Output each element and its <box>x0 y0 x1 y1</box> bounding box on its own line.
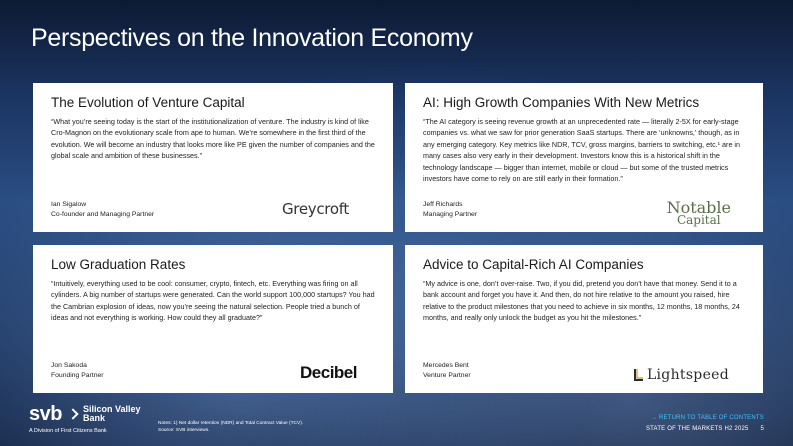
brand-subtitle: A Division of First Citizens Bank <box>29 428 107 434</box>
footnote-source: Source: SVB interviews. <box>158 428 210 433</box>
report-name: STATE OF THE MARKETS H2 2025 <box>645 426 749 432</box>
greycroft-logo: Greycroft <box>281 200 349 218</box>
quote-card-capital-rich-advice <box>405 245 763 393</box>
footnote-notes: Notes: 1) Net dollar retention (NDR) and Total Contract Value (TCV). <box>158 421 304 426</box>
person-role: Founding Partner <box>51 372 104 379</box>
person-name: Mercedes Bent <box>423 362 469 369</box>
decibel-logo <box>300 363 357 383</box>
svb-logo <box>29 404 141 434</box>
svb-wordmark: svb <box>29 403 62 425</box>
person-role: Managing Partner <box>423 211 478 218</box>
attribution <box>423 200 477 220</box>
chevron-right-icon <box>67 408 78 419</box>
notable-capital-logo <box>666 198 731 227</box>
logo-line-1: Notable <box>666 198 731 217</box>
quote-card-graduation-rates <box>33 245 393 393</box>
brand-line-2: Bank <box>82 413 105 423</box>
page-title: Perspectives on the Innovation Economy <box>31 24 473 52</box>
return-to-toc-link[interactable]: → RETURN TO TABLE OF CONTENTS <box>650 415 764 421</box>
attribution <box>51 361 104 381</box>
footnotes <box>158 420 303 434</box>
decibel-logo-text: Decibel <box>300 363 357 382</box>
person-name: Jon Sakoda <box>51 362 87 369</box>
attribution <box>51 200 154 220</box>
quote-card-ai-growth <box>405 83 763 232</box>
card-quote: “My advice is one, don’t over-raise. Two, if you did, pretend you don’t have that money. Send it to a bank account and forget you have it. And then, do not hire relative to the amount you raised, hire relative to the product milestones that you need to achieve in six months, 12 months, 18 months, 24 months, and really only unlock the budget as you hit the milestones.” <box>423 279 740 323</box>
lightspeed-logo-text: Lightspeed <box>646 367 729 383</box>
logo-line-2: Capital <box>676 213 721 227</box>
card-quote: “The AI category is seeing revenue growth at an unprecedented rate — literally 2-5X for early-stage companies vs. what we saw for prior generation SaaS startups. There are ‘unknowns,’ though, as in any emerging category. Key metrics like NDR, TCV, gross margins, barriers to switching, etc.¹ are in many cases also very early in their development. Investors know this is a historical shift in the technology landscape — bigger than internet, mobile or cloud — but some of the trusted metrics investors have come to rely on are still early in their formation.” <box>423 117 741 184</box>
person-name: Ian Sigalow <box>51 201 87 208</box>
page-number: 5 <box>760 426 764 432</box>
quote-card-venture-evolution <box>33 83 393 232</box>
card-quote: “What you’re seeing today is the start of the institutionalization of venture. The industry is kind of like Cro-Magnon on the evolutionary scale from ape to human. We’re somewhere in the first third of the evolution. We will become an industry that looks more like PE given the number of companies and the global scale and ambition of these businesses.” <box>51 117 375 161</box>
card-heading: The Evolution of Venture Capital <box>51 95 245 110</box>
brand-line-1: Silicon Valley <box>82 404 141 414</box>
person-role: Venture Partner <box>423 372 471 379</box>
lightspeed-logo <box>634 367 729 383</box>
report-footer <box>646 426 764 432</box>
person-name: Jeff Richards <box>423 201 463 208</box>
lightspeed-mark-icon <box>634 369 644 381</box>
card-heading: AI: High Growth Companies With New Metrics <box>423 95 700 110</box>
card-quote: “Intuitively, everything used to be cool: consumer, crypto, fintech, etc. Everything was firing on all cylinders. A big number of startups were generated. Can the world support 100,000 startups? You had the Cambrian explosion of ideas, now you’re seeing the natural selection. People tried a bunch of ideas and not everything is working. How could they all graduate?” <box>51 279 375 323</box>
attribution <box>423 361 471 381</box>
card-heading: Advice to Capital-Rich AI Companies <box>423 257 644 272</box>
card-heading: Low Graduation Rates <box>51 257 186 272</box>
person-role: Co-founder and Managing Partner <box>51 211 155 218</box>
